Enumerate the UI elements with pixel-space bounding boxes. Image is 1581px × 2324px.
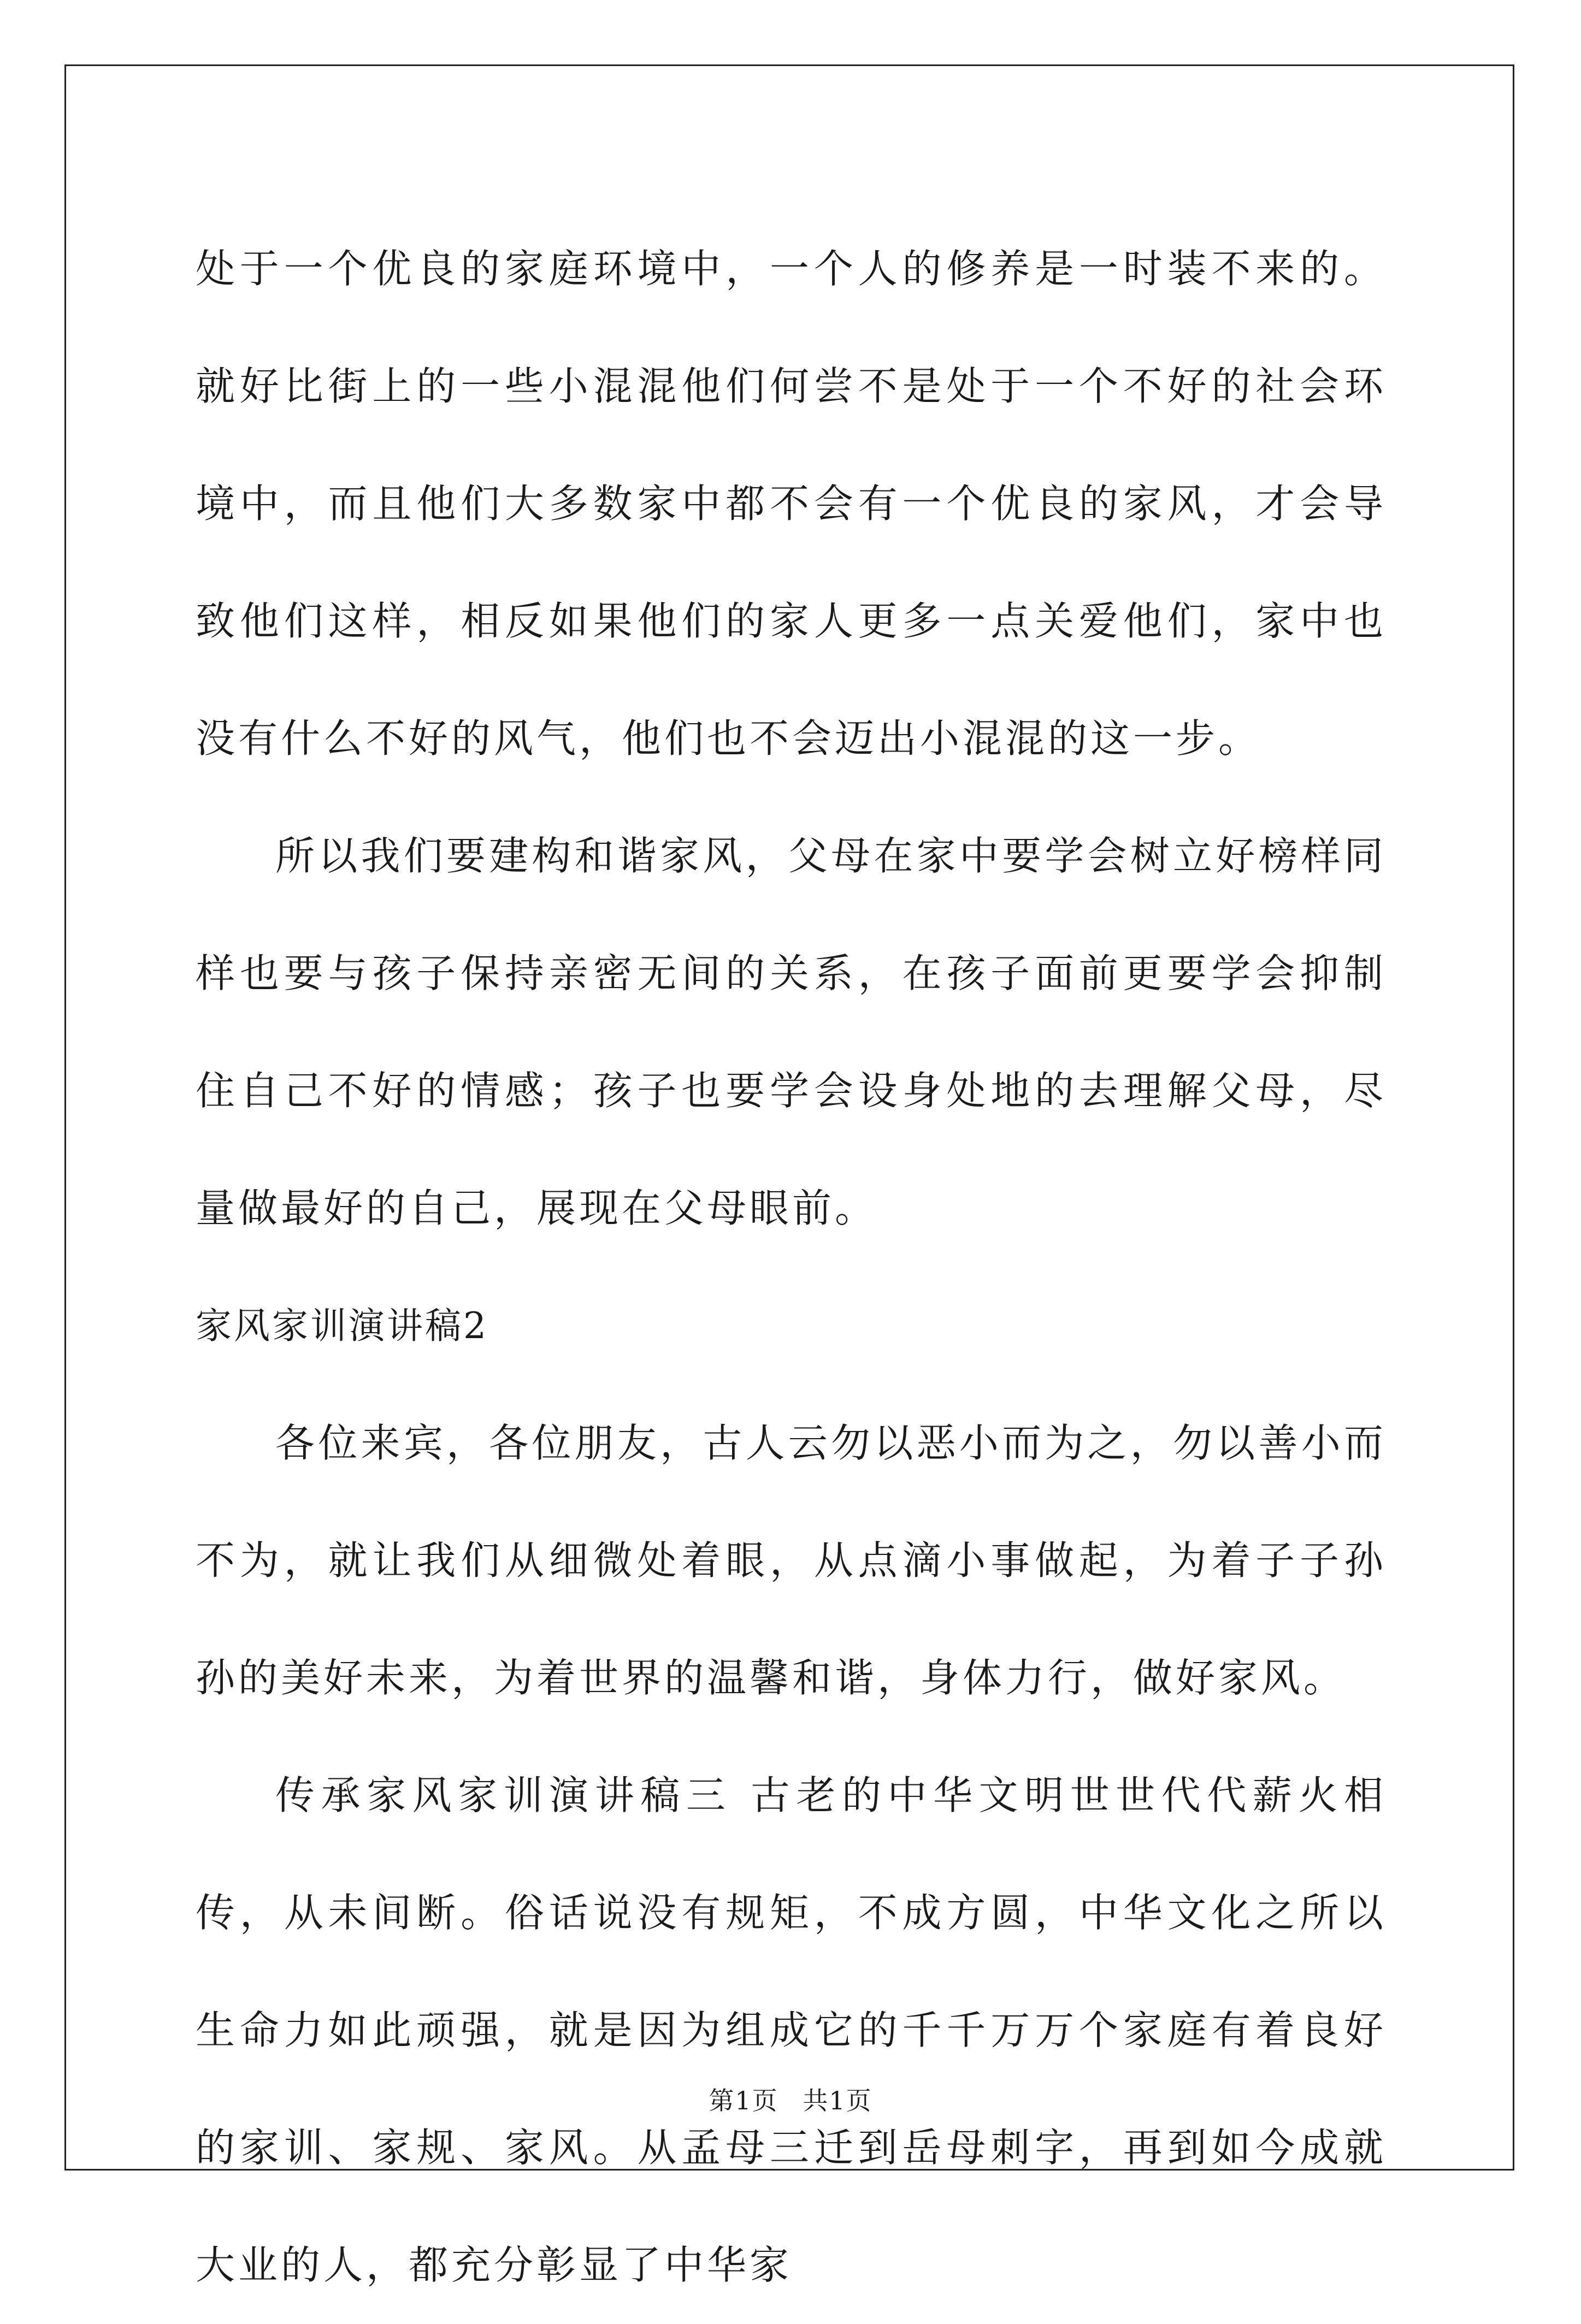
paragraph-3: 各位来宾，各位朋友，古人云勿以恶小而为之，勿以善小而不为，就让我们从细微处着眼，从点滴小事做起，为着子子孙孙的美好未来，为着世界的温馨和谐，身体力行，做好家风。 [196,1420,1387,1701]
section-heading: 家风家训演讲稿2 [196,1305,488,1347]
paragraph-2: 所以我们要建构和谐家风，父母在家中要学会树立好榜样同样也要与孩子保持亲密无间的关系，在孩子面前更要学会抑制住自己不好的情感；孩子也要学会设身处地的去理解父母，尽量做最好的自己，展现在父母眼前。 [196,833,1387,1231]
paragraph-4: 传承家风家训演讲稿三 古老的中华文明世世代代薪火相传，从未间断。俗话说没有规矩，不成方圆，中华文化之所以生命力如此顽强，就是因为组成它的千千万万个家庭有着良好的家训、家规、家风。从孟母三迁到岳母刺字，再到如今成就大业的人，都充分彰显了中华家 [196,1772,1387,2288]
page-total: 共1页 [803,2086,872,2115]
page-footer [0,2081,1581,2117]
document-body [196,210,1387,2324]
paragraph-1: 处于一个优良的家庭环境中，一个人的修养是一时装不来的。就好比街上的一些小混混他们何尝不是处于一个不好的社会环境中，而且他们大多数家中都不会有一个优良的家风，才会导致他们这样，相反如果他们的家人更多一点关爱他们，家中也没有什么不好的风气，他们也不会迈出小混混的这一步。 [196,246,1387,761]
page-number: 第1页 [709,2086,778,2115]
